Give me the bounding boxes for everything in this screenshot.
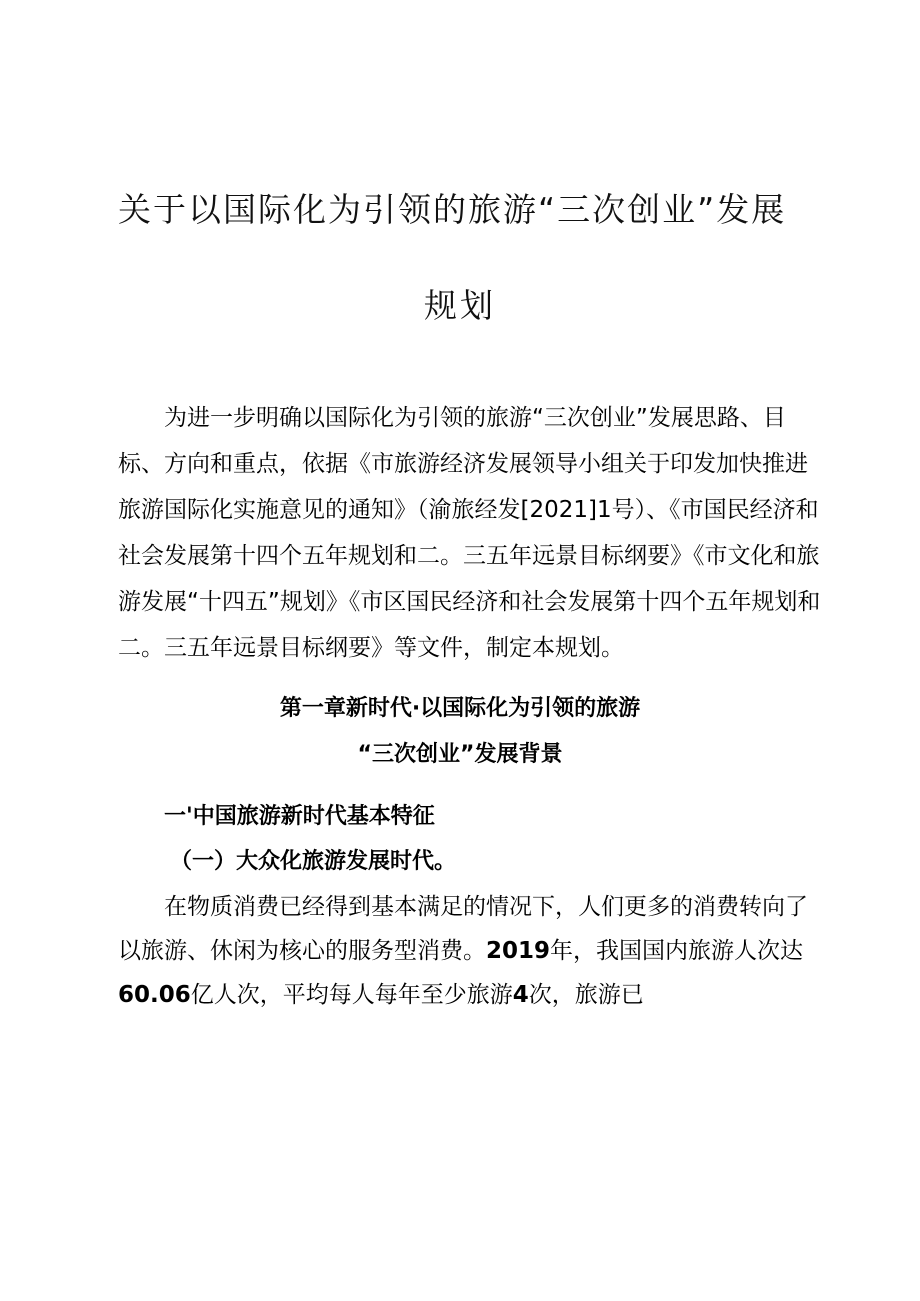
document-title-line1: 关于以国际化为引领的旅游“三次创业”发展 <box>118 190 787 229</box>
subsection-heading: （一）大众化旅游发展时代。 <box>170 849 457 874</box>
body-text-part3: 亿人次，平均每人每年至少旅游 <box>190 982 513 1008</box>
body-paragraph <box>118 885 824 1017</box>
body-year: 2019 <box>486 938 551 964</box>
chapter-heading <box>0 686 920 778</box>
chapter-heading-line1: 第一章新时代·以国际化为引领的旅游 <box>279 696 641 721</box>
section-heading: 一'中国旅游新时代基本特征 <box>164 804 435 829</box>
body-text-part2: 年，我国国内旅游人次达 <box>550 938 804 964</box>
intro-paragraph: 为进一步明确以国际化为引领的旅游“三次创业”发展思路、目标、方向和重点，依据《市旅游经济发展领导小组关于印发加快推进旅游国际化实施意见的通知》（渝旅经发[2021]1号）、《市国民经济和社会发展第十四个五年规划和二。三五年远景目标纲要》《市文化和旅游发展“十四五”规划》《市区国民经济和社会发展第十四个五年规划和二。三五年远景目标纲要》等文件，制定本规划。 <box>118 405 821 661</box>
body-text-part4: 次，旅游已 <box>528 982 644 1008</box>
body-times: 4 <box>512 982 529 1008</box>
document-title-line2: 规划 <box>424 286 496 325</box>
body-count: 60.06 <box>118 982 191 1008</box>
chapter-heading-line2: “三次创业”发展背景 <box>357 742 563 767</box>
body-text-part1: 在物质消费已经得到基本满足的情况下，人们更多的消费转向了以旅游、休闲为核心的服务型消费。 <box>118 894 808 964</box>
